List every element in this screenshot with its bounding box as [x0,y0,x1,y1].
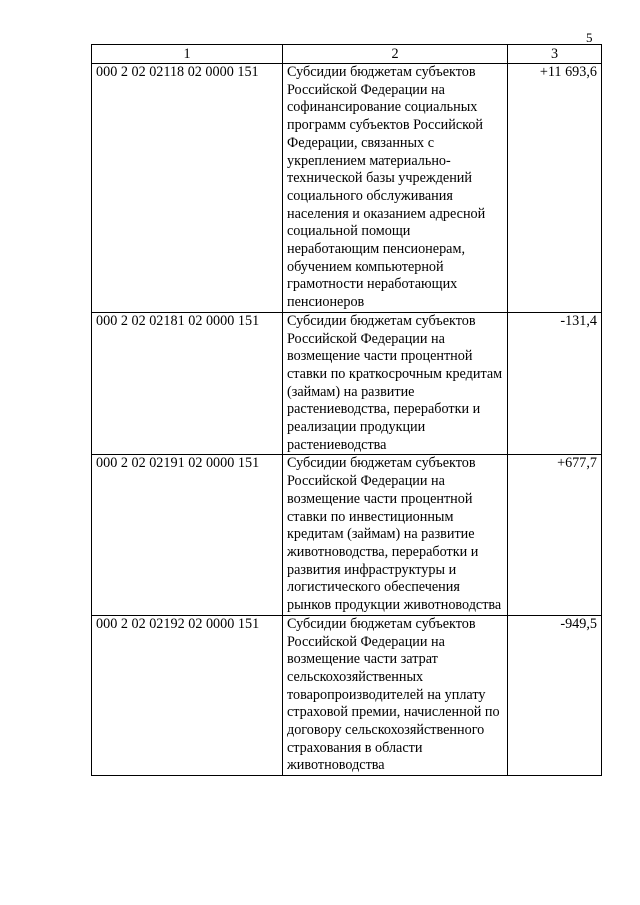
description-cell: Субсидии бюджетам субъектов Российской Федерации на софинансирование социальных программ субъектов Российской Федерации, связанных с укреплением материально-технической базы учреждений социального обслуживания населения и оказанием адресной социальной помощи неработающим пенсионерам, обучением компьютерной грамотности неработающих пенсионеров [283,64,508,313]
budget-code-cell: 000 2 02 02192 02 0000 151 [92,615,283,775]
column-header-1: 1 [92,45,283,64]
column-header-3: 3 [508,45,602,64]
amount-cell: -949,5 [508,615,602,775]
page-number: 5 [586,30,593,45]
description-cell: Субсидии бюджетам субъектов Российской Федерации на возмещение части затрат сельскохозяйственных товаропроизводителей на уплату страховой премии, начисленной по договору сельскохозяйственного страхования в области животноводства [283,615,508,775]
table-row [92,455,602,615]
amount-cell: +677,7 [508,455,602,615]
budget-code-cell: 000 2 02 02118 02 0000 151 [92,64,283,313]
budget-code-cell: 000 2 02 02191 02 0000 151 [92,455,283,615]
description-cell: Субсидии бюджетам субъектов Российской Федерации на возмещение части процентной ставки по краткосрочным кредитам (займам) на развитие растениеводства, переработки и реализации продукции растениеводства [283,312,508,455]
amount-cell: -131,4 [508,312,602,455]
amount-cell: +11 693,6 [508,64,602,313]
table-row [92,312,602,455]
table-header-row [92,45,602,64]
budget-code-cell: 000 2 02 02181 02 0000 151 [92,312,283,455]
column-header-2: 2 [283,45,508,64]
budget-table [91,44,602,776]
table-row [92,615,602,775]
description-cell: Субсидии бюджетам субъектов Российской Федерации на возмещение части процентной ставки по инвестиционным кредитам (займам) на развитие животноводства, переработки и развития инфраструктуры и логистического обеспечения рынков продукции животноводства [283,455,508,615]
table-row [92,64,602,313]
